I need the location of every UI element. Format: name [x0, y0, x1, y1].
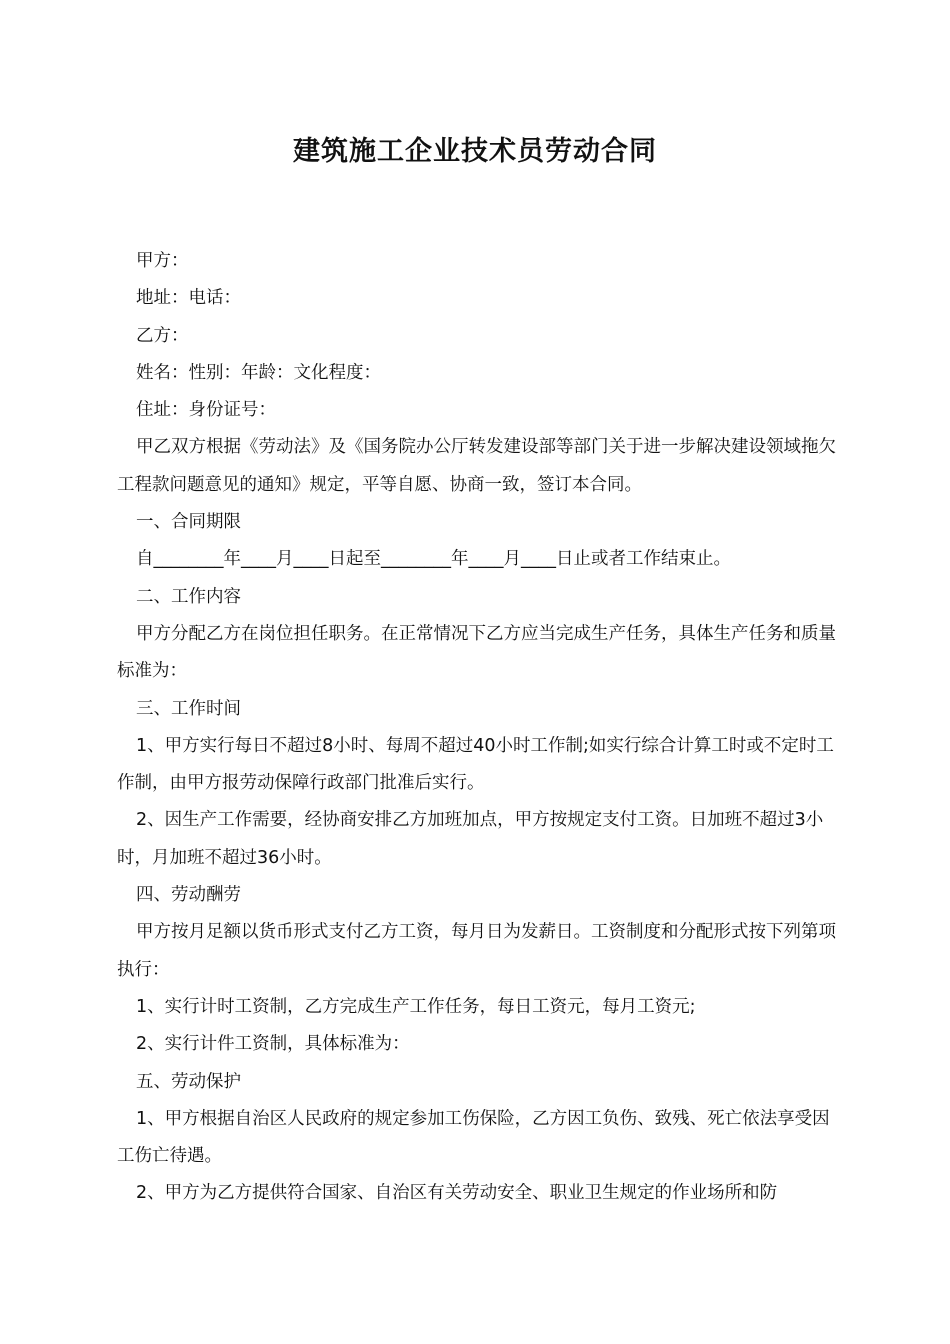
- paragraph-party-a: 甲方：: [136, 251, 189, 271]
- paragraph-labor-protection-1: 1、甲方根据自治区人民政府的规定参加工伤保险，乙方因工负伤、致残、死亡依法享受因工伤亡待遇。: [117, 1108, 830, 1167]
- paragraph-preamble: 甲乙双方根据《劳动法》及《国务院办公厅转发建设部等部门关于进一步解决建设领域拖欠工程款问题意见的通知》规定，平等自愿、协商一致，签订本合同。: [117, 437, 836, 495]
- document-title: 建筑施工企业技术员劳动合同: [293, 136, 657, 167]
- section-heading-contract-term: 一、合同期限: [136, 512, 241, 533]
- paragraph-work-content: 甲方分配乙方在岗位担任职务。在正常情况下乙方应当完成生产任务，具体生产任务和质量标准为：: [117, 623, 836, 682]
- section-heading-work-hours: 三、工作时间: [136, 698, 241, 719]
- document-body: [117, 243, 837, 1213]
- section-heading-work-content: 二、工作内容: [136, 586, 241, 607]
- paragraph-remuneration-2: 2、实行计件工资制，具体标准为：: [136, 1034, 410, 1055]
- paragraph-work-hours-2: 2、因生产工作需要，经协商安排乙方加班加点，甲方按规定支付工资。日加班不超过3小时，月加班不超过36小时。: [117, 810, 824, 868]
- paragraph-labor-protection-2: 2、甲方为乙方提供符合国家、自治区有关劳动安全、职业卫生规定的作业场所和防: [136, 1183, 778, 1204]
- section-heading-labor-protection: 五、劳动保护: [136, 1071, 241, 1092]
- paragraph-residence-id: 住址：身份证号：: [136, 400, 276, 421]
- paragraph-party-b: 乙方：: [136, 325, 189, 346]
- paragraph-remuneration: 甲方按月足额以货币形式支付乙方工资，每月日为发薪日。工资制度和分配形式按下列第项执行：: [117, 922, 836, 980]
- paragraph-remuneration-1: 1、实行计时工资制，乙方完成生产工作任务，每日工资元，每月工资元;: [136, 996, 696, 1017]
- paragraph-address-phone: 地址：电话：: [136, 288, 241, 309]
- paragraph-work-hours-1: 1、甲方实行每日不超过8小时、每周不超过40小时工作制;如实行综合计算工时或不定时工作制，由甲方报劳动保障行政部门批准后实行。: [117, 735, 834, 794]
- section-heading-remuneration: 四、劳动酬劳: [136, 885, 241, 906]
- paragraph-contract-term: 自________年____月____日起至________年____月____日止或者工作结束止。: [136, 549, 731, 570]
- paragraph-personal-info: 姓名：性别：年龄：文化程度：: [136, 362, 381, 383]
